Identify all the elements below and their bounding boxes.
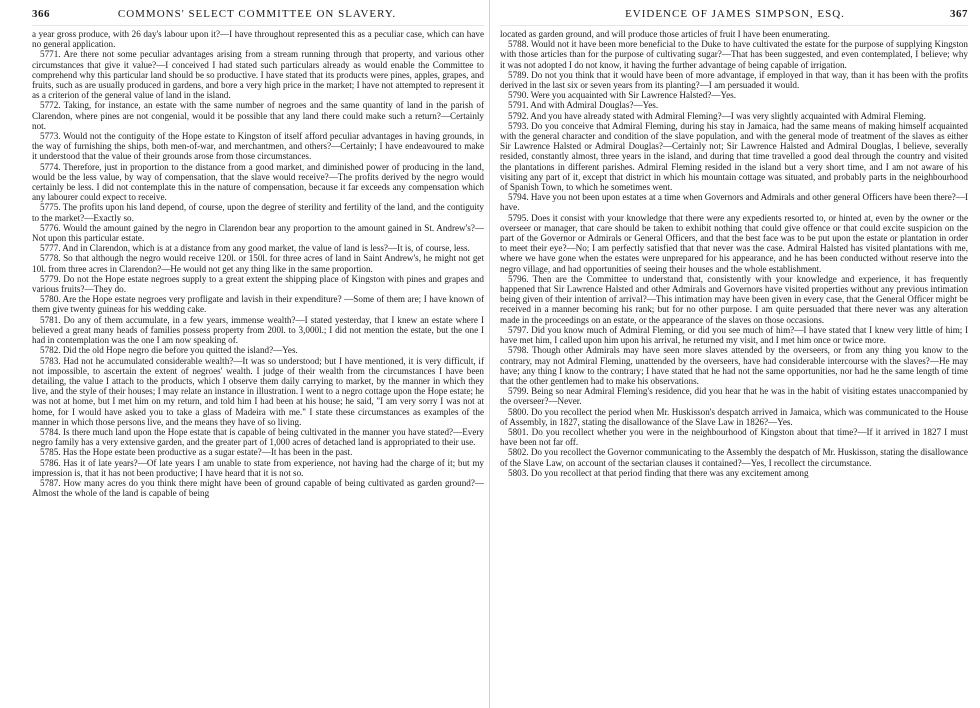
right-body-text [500, 29, 968, 478]
right-page [490, 0, 980, 708]
paragraph: 5775. The profits upon his land depend, of course, upon the degree of sterility and fertility of the land, and the contiguity to the market?—Exactly so. [32, 202, 484, 223]
paragraph: 5780. Are the Hope estate negroes very profligate and lavish in their expenditure? —Some of them are; I have known of them give twenty guineas for his wedding cake. [32, 294, 484, 315]
paragraph: 5771. Are there not some peculiar advantages arising from a stream running through that property, and various other circumstances that give it value?—I conceived I had stated such particulars already as would enable the Committee to comprehend why this particular land should be so productive. I have stated that its products were pines, apples, grapes, and fruits, such as are usually produced in gardens, and bore a very high price in the market; I have not attempted to represent it as a criterion of the general value of land in the island. [32, 49, 484, 101]
paragraph: 5788. Would not it have been more beneficial to the Duke to have cultivated the estate for the purpose of supplying Kingston with those articles than for the purpose of cultivating sugar?—That has been suggested, and even contemplated, I believe; why it was not adopted I do not know, it having the further advantage of being capable of irrigation. [500, 39, 968, 70]
paragraph: 5796. Then are the Committee to understand that, consistently with your knowledge and experience, it has frequently happened that Sir Lawrence Halsted and other Admirals and Governors have visited properties without any previous intimation being given of their intention of arrival?—This intimation may have been given in every case, that the General Officer might be received in a manner becoming his rank; but for no other purpose. I am quite persuaded that there never was any alteration made in the proceedings on an estate, or the appearance of the slaves on those occasions. [500, 273, 968, 325]
paragraph: 5800. Do you recollect the period when Mr. Huskisson's despatch arrived in Jamaica, which was communicated to the House of Assembly, in 1827, stating the disallowance of the Slave Law in 1826?—Yes. [500, 406, 968, 427]
paragraph: 5792. And you have already stated with Admiral Fleming?—I was very slightly acquainted with Admiral Fleming. [508, 110, 926, 121]
paragraph: located as garden ground, and will produce those articles of fruit I have been enumerating. [500, 29, 830, 39]
right-header-title: EVIDENCE OF JAMES SIMPSON, ESQ. [625, 8, 845, 20]
paragraph: 5794. Have you not been upon estates at a time when Governors and Admirals and other general Officers have been there?—I have. [500, 192, 968, 213]
paragraph: 5797. Did you know much of Admiral Fleming, or did you see much of him?—I have stated that I knew very little of him; I have met him, I called upon him upon his arrival, he returned my visit, and I met him once or twice more. [500, 324, 968, 346]
paragraph: 5793. Do you conceive that Admiral Fleming, during his stay in Jamaica, had the same means of making himself acquainted with the general character and condition of the slave population, and with the general mode of treatment of the slaves as either Sir Lawrence Halsted or Admiral Douglas?—Certainly not; Sir Lawrence Halsted and Admiral Douglas, I believe, severally resided, constantly almost, three years in the island, and during that time travelled a good deal through the country and visited the plantations in different parishes. Admiral Fleming resided in the island but a very short time, and I am not aware of his visiting any part of it, except that district in which his mountain cottage was situated, and probably parts in the neighbourhood of Spanish Town, to which he sometimes went. [500, 120, 968, 193]
paragraph: 5779. Do not the Hope estate negroes supply to a great extent the shipping place of Kingston with pines and grapes and various fruits?—They do. [32, 273, 484, 295]
right-running-head [500, 5, 968, 26]
left-body-text [32, 29, 484, 498]
paragraph: 5786. Has it of late years?—Of late years I am unable to state from experience, not having had the charge of it; but my impression is, that it has not been productive; I have heard that it is not so. [32, 457, 484, 478]
paragraph: 5790. Were you acquainted with Sir Lawrence Halsted?—Yes. [508, 90, 737, 101]
paragraph: 5801. Do you recollect whether you were in the neighbourhood of Kingston about that time?—If it arrived in 1827 I must have been not far off. [500, 426, 968, 448]
paragraph: 5777. And in Clarendon, which is at a distance from any good market, the value of land is less?—It is, of course, less. [40, 243, 470, 254]
paragraph: 5778. So that although the negro would receive 120l. or 150l. for three acres of land in Saint Andrew's, he might not get 10l. from three acres in Clarendon?—He would not get any thing like in the same proportion. [32, 253, 484, 274]
paragraph: 5782. Did the old Hope negro die before you quitted the island?—Yes. [40, 345, 298, 356]
right-page-number: 367 [950, 8, 968, 20]
paragraph: 5774. Therefore, just in proportion to the distance from a good market, and diminished power of producing in the land, would be the less value, by way of compensation, that the slave would receive?—The profits derived by the negro would certainly be less. I did not contemplate this in the nature of compensation, because it far exceeds any compensation which any labourer could expect to receive. [32, 161, 484, 203]
paragraph: 5789. Do not you think that it would have been of more advantage, if employed in that way, than it has been with the profits derived in the last six or seven years from its planting?—I am persuaded it would. [500, 69, 968, 91]
paragraph: 5802. Do you recollect the Governor communicating to the Assembly the despatch of Mr. Huskisson, stating the disallowance of the Slave Law, on account of the sectarian clauses it contained?—Yes, I recollect the circumstance. [500, 447, 968, 468]
paragraph: 5784. Is there much land upon the Hope estate that is capable of being cultivated in the manner you have stated?—Every negro family has a very extensive garden, and the greater part of 1,000 acres of detached land is appropriated to their use. [32, 426, 484, 448]
left-header-title: COMMONS' SELECT COMMITTEE ON SLAVERY. [117, 8, 397, 20]
left-running-head [32, 5, 484, 26]
paragraph: a year gross produce, with 26 day's labour upon it?—I have throughout represented this as a peculiar case, which can have no general application. [32, 29, 484, 50]
paragraph: 5799. Being so near Admiral Fleming's residence, did you hear that he was in the habit of visiting estates unaccompanied by the overseer?—Never. [500, 386, 968, 407]
paragraph: 5803. Do you recollect at that period finding that there was any excitement among [508, 467, 809, 478]
paragraph: 5787. How many acres do you think there might have been of ground capable of being cultivated as garden ground?—Almost the whole of the land is capable of being [32, 477, 484, 499]
paragraph: 5781. Do any of them accumulate, in a few years, immense wealth?—I stated yesterday, that I knew an estate where I believed a great many heads of families possess property from 200l. to 3,000l.; I did not mention the estate, but the one I had in contemplation was the one I am now speaking of. [32, 314, 484, 346]
left-page-number: 366 [32, 8, 50, 20]
paragraph: 5785. Has the Hope estate been productive as a sugar estate?—It has been in the past. [40, 447, 353, 458]
paragraph: 5772. Taking, for instance, an estate with the same number of negroes and the same quantity of land in the parish of Clarendon, where pines are not congenial, would it be possible that any land there could make such a return?—Certainly not. [32, 100, 484, 131]
paragraph: 5791. And with Admiral Douglas?—Yes. [508, 100, 659, 111]
paragraph: 5798. Though other Admirals may have seen more slaves attended by the overseers, or from any thing you know to the contrary, may not Admiral Fleming, unattended by the overseers, have had considerable intercourse with the slaves?—He may have; any thing I know to the contrary; I have stated that he had not the same opportunities, nor had he the same length of time that the other gentlemen had to make his observations. [500, 345, 968, 386]
paragraph: 5795. Does it consist with your knowledge that there were any expedients resorted to, or hinted at, even by the owner or the overseer or manager, that care should be taken to exhibit nothing that could give offence or that could excite suspicion on the part of the Governor or Admirals or General Officers, and that the best face was to be put upon the estate or plantation in order to meet their eye?—No; I am perfectly satisfied that that never was the case. Admiral Halsted has visited plantations with me, where we have gone when the estates were unprepared for his appearance, and he has been conducted without reserve into the negro village, and had opportunities of seeing their houses and the whole establishment. [500, 212, 968, 274]
paragraph: 5773. Would not the contiguity of the Hope estate to Kingston of itself afford peculiar advantages in having grounds, in the way of furnishing the ships, both men-of-war, and merchantmen, and others?—Certainly; I have endeavoured to make it understood that the value of their grounds arose from those circumstances. [32, 131, 484, 162]
paragraph: 5776. Would the amount gained by the negro in Clarendon bear any proportion to the amount gained in St. Andrew's?—Not upon this particular estate. [32, 222, 484, 244]
paragraph: 5783. Had not he accumulated considerable wealth?—It was so understood; but I have mentioned, it is very difficult, if not impossible, to ascertain the extent of negroes' wealth. I judge of their wealth from the circumstances I have been detailing, the value I attach to the products, which I observe them daily carrying to market, by the manner in which they live, and the style of their houses; I may relate an instance in illustration. I went to a negro cottage upon the Hope estate; he was not at home, but I met him on my return, and told him I had been at his house; he said, "I am very sorry I was not at home, for I would have asked you to take a glass of Madeira with me." I state these circumstances as examples of the manner in which those persons live, and the means they have of so living. [32, 355, 484, 427]
